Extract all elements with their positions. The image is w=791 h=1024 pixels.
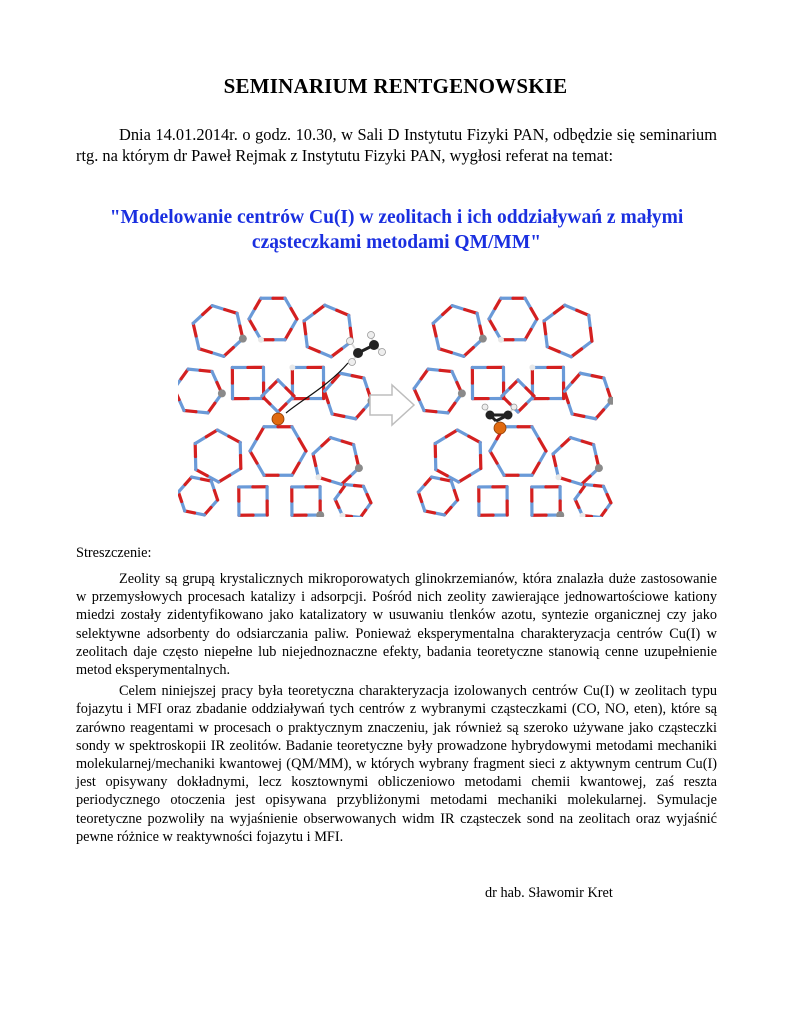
ethene-copper-complex-right <box>482 404 517 434</box>
copper-site-left <box>272 413 284 425</box>
page-title: SEMINARIUM RENTGENOWSKIE <box>223 74 568 98</box>
abstract-body <box>76 570 717 849</box>
abstract-paragraph-2: Celem niniejszej pracy była teoretyczna charakteryzacja izolowanych centrów Cu(I) w zeolitach typu fojazytu i MFI oraz zbadanie oddziaływań tych centrów z wybranymi cząsteczkami (CO, NO, eten), które są zarówno reagentami w procesach o praktycznym znaczeniu, jak również są szeroko używane jako cząsteczki sondy w spektroskopii IR zeolitów. Badanie teoretyczne były prowadzone hybrydowymi metodami mechaniki molekularnej/mechaniki kwantowej (QM/MM), w których wybrany fragment sieci z aktywnym centrum Cu(I) jest opisywany dokładnymi, lecz kosztownymi obliczeniowo metodami chemii kwantowej, zaś reszta periodycznego otoczenia jest opisywana przybliżonymi metodami mechaniki molekularnej. Symulacje teoretyczne pozwoliły na wyjaśnienie obserwowanych widm IR cząsteczek sond na zeolitach oraz wyjaśnić pewne różnice w reaktywności fojazytu i MFI. <box>76 683 717 845</box>
author-signature: dr hab. Sławomir Kret <box>485 885 613 901</box>
zeolite-framework-left <box>178 298 376 517</box>
seminar-announcement <box>76 124 717 166</box>
talk-title-line-1: "Modelowanie centrów Cu(I) w zeolitach i ich oddziaływań z małymi <box>109 207 684 228</box>
abstract-heading: Streszczenie: <box>76 545 152 561</box>
reaction-arrow-icon <box>370 385 414 425</box>
zeolite-structure-illustration <box>178 291 613 517</box>
molecule-approach-curve <box>286 363 348 413</box>
abstract-paragraph-1: Zeolity są grupą krystalicznych mikroporowatych glinokrzemianów, która znalazła duże zastosowanie w przemysłowych procesach katalizy i adsorpcji. Pośród nich zeolity zawierające jednowartościowe kationy miedzi zostały zidentyfikowano jako katalizatory w usuwaniu tlenków azotu, syntezie organicznej czy jako selektywne adsorbenty do odsiarczania paliw. Ponieważ eksperymentalna charakteryzacja centrów Cu(I) w zeolitach daje często niepełne lub niejednoznaczne efekty, badania teoretyczne stanowią cenne uzupełnienie metod eksperymentalnych. <box>76 571 717 679</box>
announcement-text: Dnia 14.01.2014r. o godz. 10.30, w Sali D Instytutu Fizyki PAN, odbędzie się seminarium rtg. na którym dr Paweł Rejmak z Instytutu Fizyki PAN, wygłosi referat na temat: <box>76 125 717 165</box>
talk-title <box>76 205 717 255</box>
talk-title-line-2: cząsteczkami metodami QM/MM" <box>251 232 542 253</box>
